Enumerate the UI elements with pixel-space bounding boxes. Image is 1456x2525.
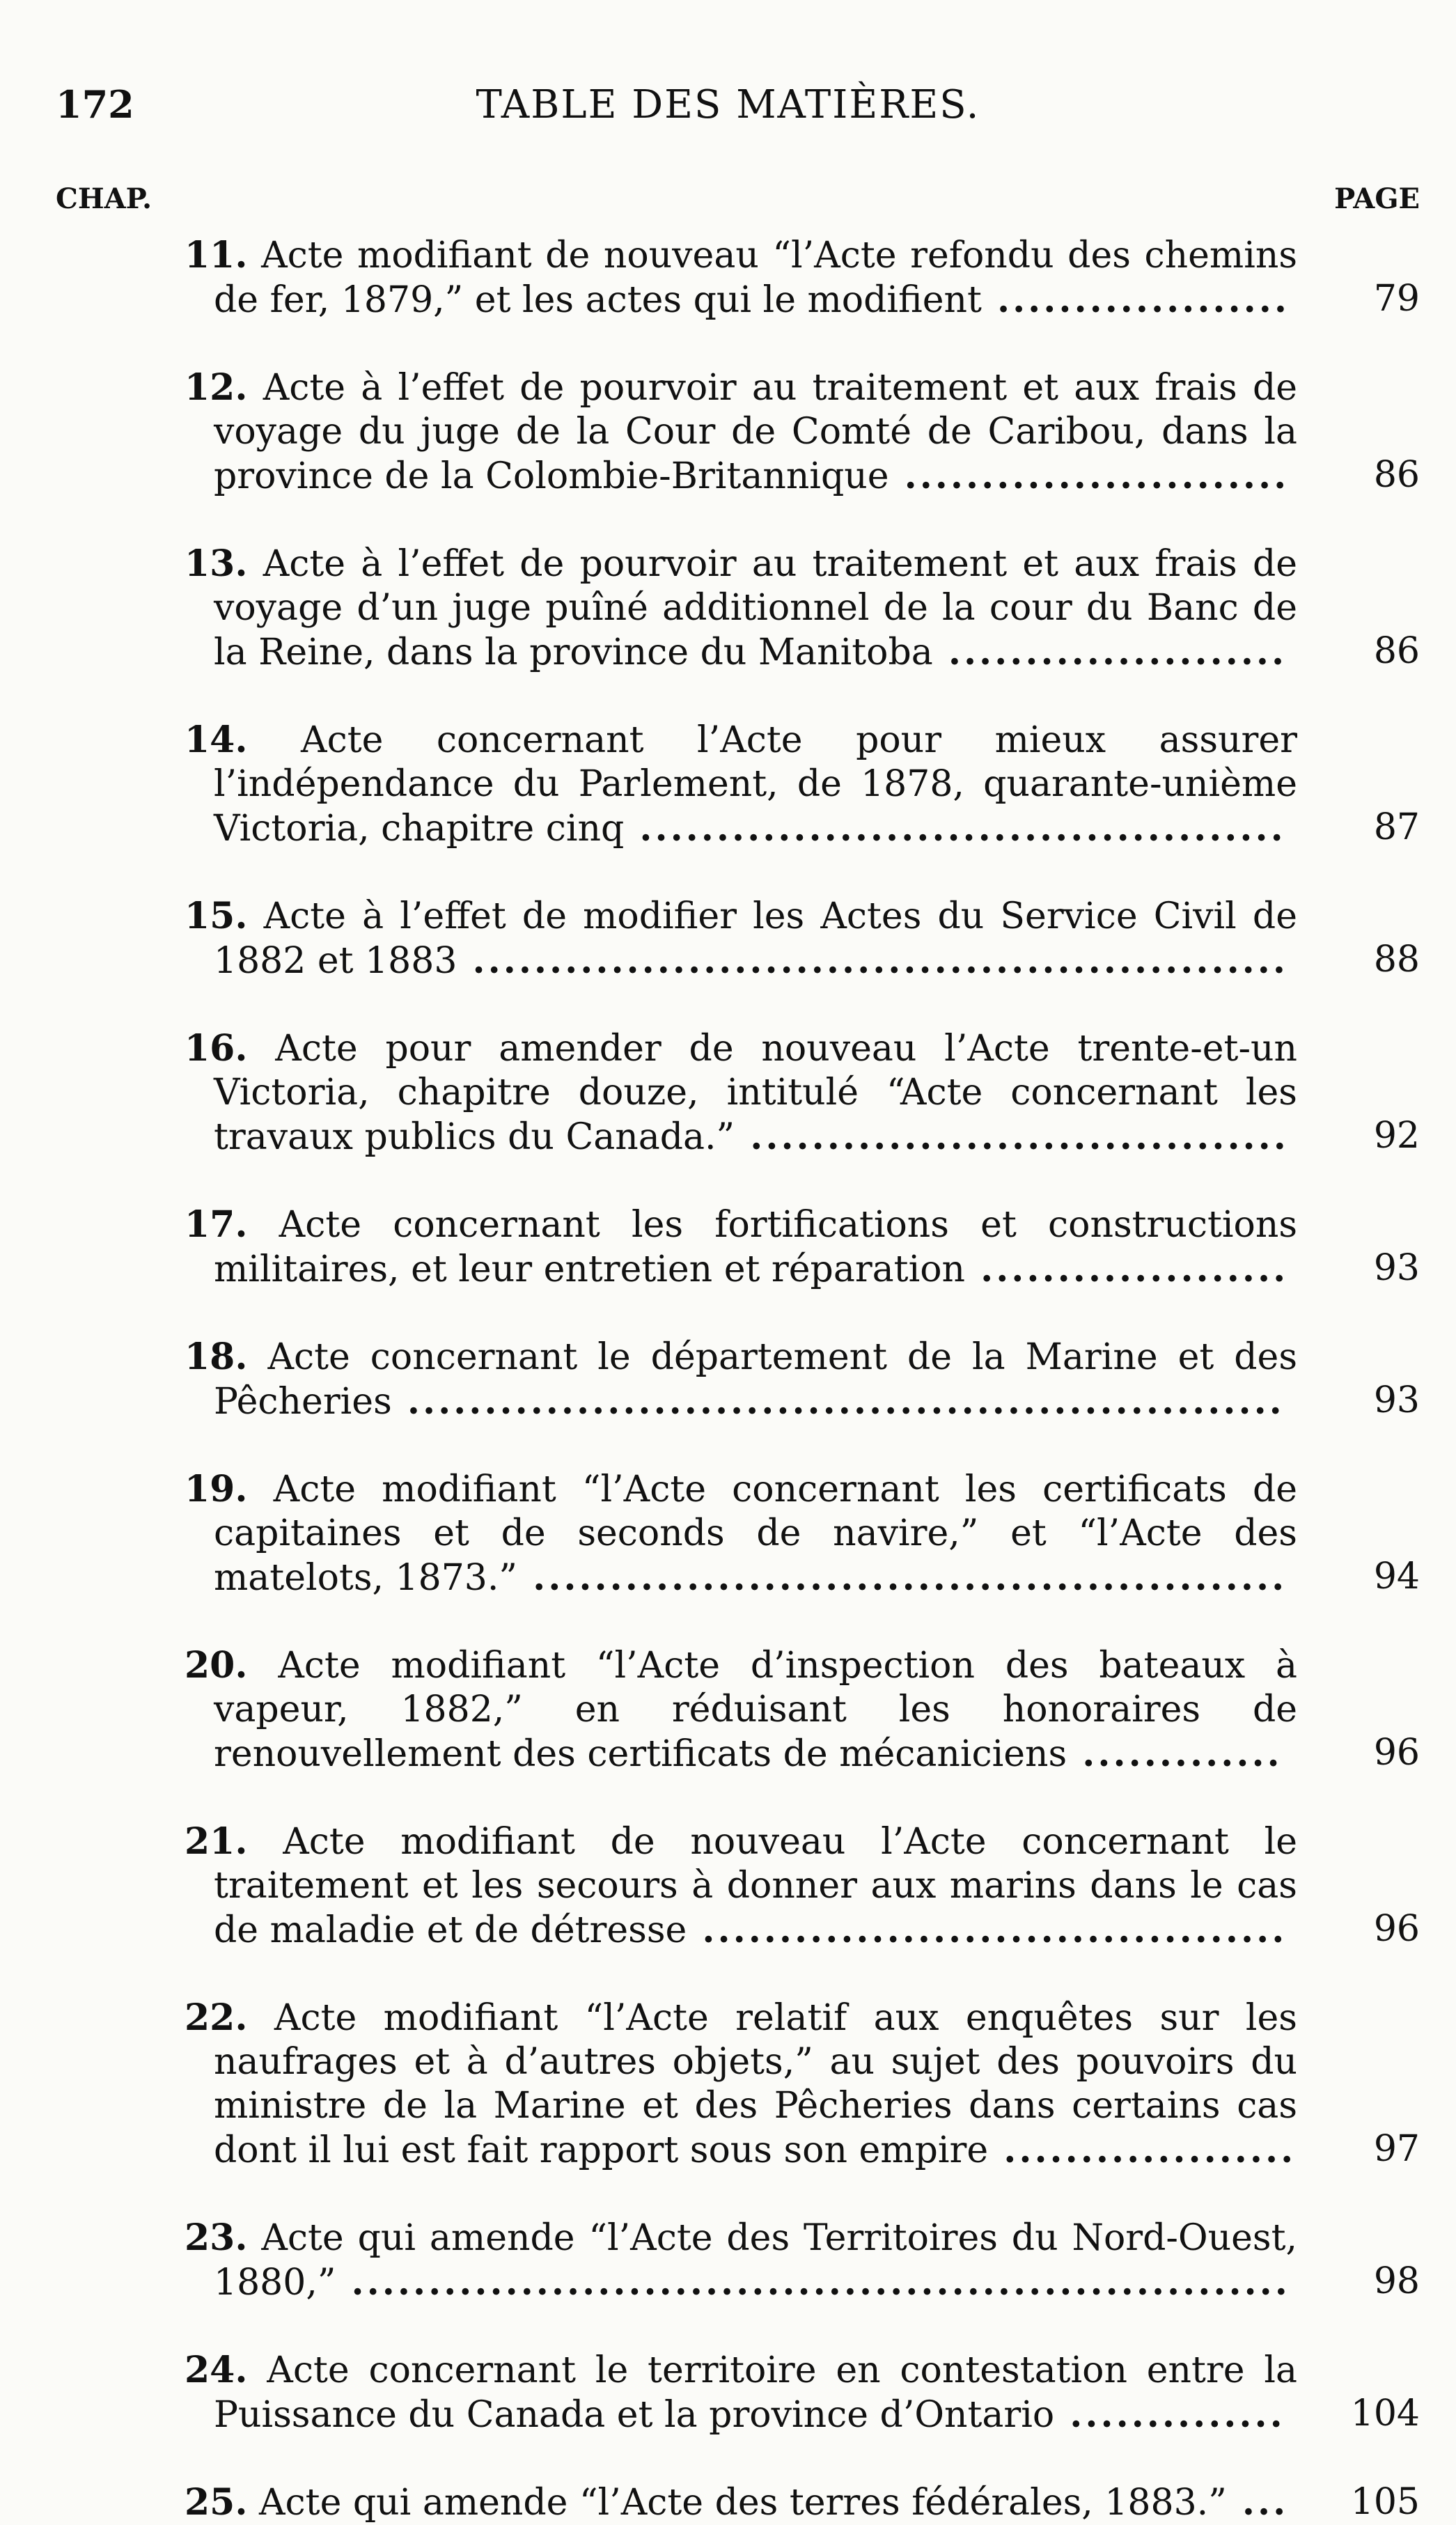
toc-entry-body: [185, 233, 1297, 322]
dot-leader: ....................: [965, 1248, 1289, 1290]
dot-leader: .................................................: [517, 1556, 1287, 1599]
chapter-number: 18.: [185, 1336, 248, 1378]
toc-entry-body: [185, 542, 1297, 675]
chapter-number: 12.: [185, 366, 248, 409]
dot-leader: ......................: [932, 631, 1287, 673]
chapter-title: Acte concernant l’Acte pour mieux assurer l’indépendance du Parlement, de 1878, quarante-unième Victoria, chapitre cinq: [214, 719, 1298, 850]
toc-entry-body: [185, 1335, 1297, 1424]
chapter-title: Acte modifiant “l’Acte relatif aux enquêtes sur les naufrages et à d’autres objets,” au sujet des pouvoirs du ministre de la Marine et des Pêcheries dans certains cas dont il lui est fait rapport sous son empire: [214, 1997, 1297, 2171]
chapter-title: Acte qui amende “l’Acte des Territoires du Nord-Ouest, 1880,”: [214, 2217, 1297, 2304]
chapter-number: 20.: [185, 1644, 248, 1687]
page-reference: 88: [1373, 939, 1420, 980]
dot-leader: .........................: [889, 455, 1290, 497]
dot-leader: ..........................................: [624, 807, 1286, 850]
chapter-number: 19.: [185, 1468, 248, 1510]
chapter-number: 24.: [185, 2349, 248, 2391]
toc-entry-body: [185, 894, 1297, 983]
dot-leader: ...: [1226, 2481, 1289, 2524]
chapter-title: Acte modifiant “l’Acte d’inspection des bateaux à vapeur, 1882,” en réduisant les honoraires de renouvellement des certificats de mécaniciens: [214, 1645, 1298, 1775]
page-reference: 98: [1373, 2260, 1420, 2302]
page-reference: 87: [1373, 806, 1420, 848]
dot-leader: ...................: [988, 2129, 1297, 2171]
toc-entry-body: [185, 1996, 1297, 2173]
chapter-title: Acte pour amender de nouveau l’Acte trente-et-un Victoria, chapitre douze, intitulé “Acte concernant les travaux publics du Canada.”: [214, 1028, 1297, 1158]
dot-leader: .............: [1067, 1733, 1283, 1775]
chapter-title: Acte à l’effet de pourvoir au traitement et aux frais de voyage du juge de la Cour de Comté de Caribou, dans la province de la Colombie-Britannique: [214, 367, 1297, 497]
chapter-title: Acte qui amende “l’Acte des terres fédérales, 1883.”: [259, 2482, 1227, 2524]
chapter-title: Acte concernant les fortifications et constructions militaires, et leur entretien et réparation: [214, 1204, 1298, 1290]
chapter-title: Acte concernant le territoire en contestation entre la Puissance du Canada et la province d’Ontario: [214, 2350, 1297, 2436]
page-reference: 105: [1350, 2481, 1420, 2523]
chapter-number: 13.: [185, 542, 248, 585]
chapter-title: Acte à l’effet de modifier les Actes du Service Civil de 1882 et 1883: [214, 896, 1297, 982]
toc-entry-body: [185, 1467, 1297, 1600]
chapter-number: 16.: [185, 1027, 248, 1070]
toc-entry-body: [185, 1820, 1297, 1953]
chapter-number: 11.: [185, 234, 248, 276]
toc-entry-body: [185, 1026, 1297, 1159]
toc-entry-body: [185, 2348, 1297, 2437]
page-reference: 96: [1373, 1908, 1420, 1950]
chapter-title: Acte concernant le département de la Marine et des Pêcheries: [214, 1336, 1297, 1423]
toc-entry-body: [185, 2480, 1297, 2525]
dot-leader: ...................................: [735, 1116, 1289, 1158]
page-reference: 86: [1373, 454, 1420, 496]
chapter-number: 14.: [185, 719, 248, 761]
chapter-title: Acte modifiant de nouveau “l’Acte refondu des chemins de fer, 1879,” et les actes qui le modifient: [214, 235, 1298, 321]
page-reference: 104: [1350, 2393, 1420, 2434]
chapter-column-heading: CHAP.: [56, 182, 152, 215]
toc-entry-body: [185, 366, 1297, 499]
page-reference: 79: [1373, 278, 1420, 320]
toc-entry-body: [185, 718, 1297, 851]
dot-leader: .....................................................: [457, 939, 1288, 982]
toc-entry-body: [185, 2216, 1297, 2305]
toc-entry-body: [185, 1643, 1297, 1776]
page-reference: 96: [1373, 1732, 1420, 1774]
page-reference: 86: [1373, 630, 1420, 672]
page-reference: 93: [1373, 1247, 1420, 1289]
column-headings: [56, 182, 1420, 217]
dot-leader: ......................................: [687, 1909, 1287, 1951]
dot-leader: ..............: [1054, 2393, 1285, 2436]
page-header: [56, 82, 1400, 145]
chapter-title: Acte à l’effet de pourvoir au traitement et aux frais de voyage d’un juge puîné additionnel de la cour du Banc de la Reine, dans la province du Manitoba: [214, 543, 1297, 673]
page-column-heading: PAGE: [1334, 182, 1420, 215]
chapter-number: 23.: [185, 2217, 248, 2259]
page-reference: 97: [1373, 2128, 1420, 2170]
chapter-number: 22.: [185, 1996, 248, 2039]
page-number: 172: [56, 82, 134, 127]
chapter-number: 15.: [185, 895, 248, 937]
chapter-title: Acte modifiant de nouveau l’Acte concernant le traitement et les secours à donner aux marins dans le cas de maladie et de détresse: [214, 1821, 1297, 1951]
chapter-title: Acte modifiant “l’Acte concernant les certificats de capitaines et de seconds de navire,” et “l’Acte des matelots, 1873.”: [214, 1469, 1298, 1599]
toc-entry-body: [185, 1203, 1297, 1292]
dot-leader: .............................................................: [336, 2261, 1290, 2304]
page-reference: 94: [1373, 1556, 1420, 1597]
chapter-number: 25.: [185, 2481, 248, 2524]
dot-leader: .........................................................: [391, 1380, 1285, 1423]
chapter-number: 21.: [185, 1820, 248, 1863]
running-title: TABLE DES MATIÈRES.: [476, 82, 980, 127]
dot-leader: ...................: [981, 279, 1290, 321]
page-reference: 93: [1373, 1379, 1420, 1421]
chapter-number: 17.: [185, 1203, 248, 1246]
page-reference: 92: [1373, 1115, 1420, 1157]
